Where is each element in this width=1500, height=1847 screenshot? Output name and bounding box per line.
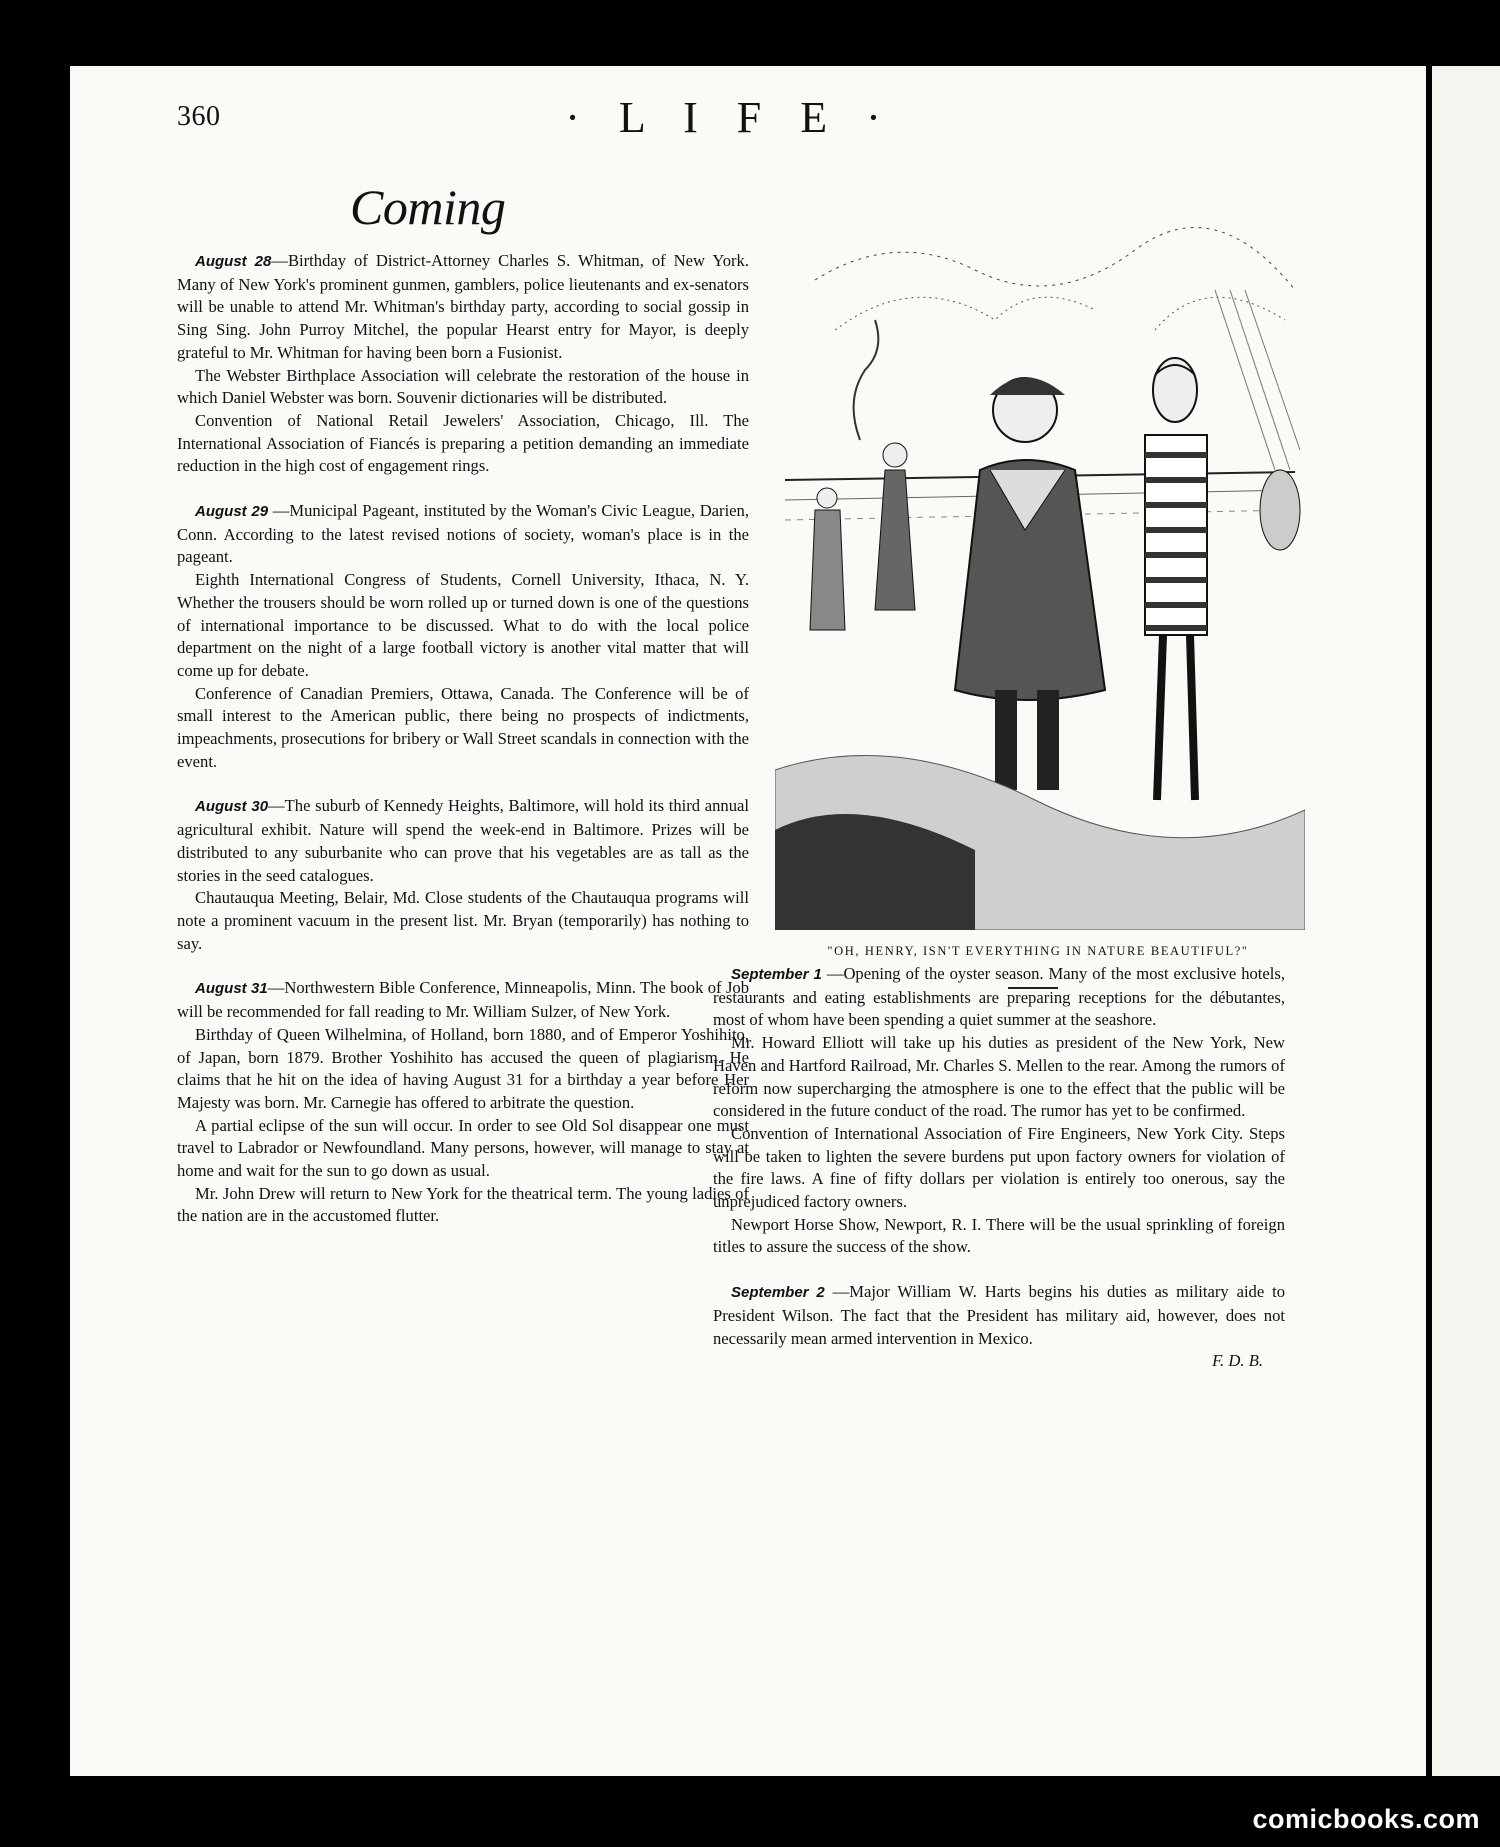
paragraph: A partial eclipse of the sun will occur. In order to see Old Sol disappear one must travel to Labrador or Newfoundland. Many persons, however, will manage to stay at home and wait for the sun to go down as usual. xyxy=(177,1115,749,1181)
paragraph: September 1 —Opening of the oyster season. Many of the most exclusive hotels, restaurants and eating establishments are preparing receptions for the débutantes, most of whom have been spending a quiet summer at the seashore. xyxy=(713,964,1285,1030)
paragraph: Eighth International Congress of Students, Cornell University, Ithaca, N. Y. Whether the trousers should be worn rolled up or turned down is one of the questions of international importance to be discussed. What to do with the local police department on the night of a large football victory is another vital matter that will come up for debate. xyxy=(177,570,749,680)
paragraph: Newport Horse Show, Newport, R. I. There will be the usual sprinkling of foreign titles to assure the success of the show. xyxy=(713,1214,1285,1257)
paragraph: Conference of Canadian Premiers, Ottawa, Canada. The Conference will be of small interest to the American public, there being no prospects of indictments, impeachments, prosecutions for bribery or Wall Street scandals in connection with the event. xyxy=(177,683,749,771)
illustration-caption: "OH, HENRY, ISN'T EVERYTHING IN NATURE BEAUTIFUL?" xyxy=(827,944,1249,958)
paragraph: August 28—Birthday of District-Attorney Charles S. Whitman, of New York. Many of New York's prominent gunmen, gamblers, police lieutenants and ex-senators will be unable to attend Mr. Whitman's birthday party, according to social gossip in Sing Sing. John Purroy Mitchel, the popular Hearst entry for Mayor, is deeply grateful to Mr. Whitman for having been born a Fusionist. xyxy=(177,251,749,362)
right-column xyxy=(713,963,1285,1373)
beach-cartoon-drawing xyxy=(775,210,1305,930)
paragraph: Birthday of Queen Wilhelmina, of Holland, born 1880, and of Emperor Yoshihito, of Japan, born 1879. Brother Yoshihito has accused the queen of plagiarism. He claims that he hit on the idea of having August 31 for a birthday a year before Her Majesty was born. Mr. Carnegie has offered to arbitrate the question. xyxy=(177,1024,749,1112)
paragraph: August 30—The suburb of Kennedy Heights, Baltimore, will hold its third annual agricultural exhibit. Nature will spend the week-end in Baltimore. Prizes will be distributed to any suburbanite who can prove that his vegetables are as tall as the stories in the seed catalogues. xyxy=(177,796,749,885)
paragraph: August 31—Northwestern Bible Conference, Minneapolis, Minn. The book of Job will be recommended for fall reading to Mr. William Sulzer, of New York. xyxy=(177,978,749,1022)
page-number: 360 xyxy=(177,101,221,132)
left-column xyxy=(177,250,749,1228)
article-title: Coming xyxy=(350,179,506,235)
paragraph: Mr. Howard Elliott will take up his duties as president of the New York, New Haven and Hartford Railroad, Mr. Charles S. Mellen to the rear. Among the rumors of reform now supercharging the atmosphere is one to the effect that the public will be considered in the future conduct of the road. The rumor has yet to be confirmed. xyxy=(713,1033,1285,1121)
watermark-logo: comicbooks.com xyxy=(1252,1804,1480,1834)
paragraph: The Webster Birthplace Association will celebrate the restoration of the house in which Daniel Webster was born. Souvenir dictionaries will be distributed. xyxy=(177,365,749,408)
paragraph: Chautauqua Meeting, Belair, Md. Close students of the Chautauqua programs will note a prominent vacuum in the present list. Mr. Bryan (temporarily) has nothing to say. xyxy=(177,888,749,953)
paragraph: September 2 —Major William W. Harts begins his duties as military aide to President Wilson. The fact that the President has military aid, however, does not necessarily mean armed intervention in Mexico. xyxy=(713,1282,1285,1348)
paragraph: Convention of International Association of Fire Engineers, New York City. Steps will be taken to lighten the severe burdens put upon factory owners for violation of the fire laws. A fine of fifty dollars per violation is entirely too onerous, say the unprejudiced factory owners. xyxy=(713,1123,1285,1212)
paragraph: Mr. John Drew will return to New York for the theatrical term. The young ladies of the nation are in the accustomed flutter. xyxy=(177,1183,749,1226)
cartoon-illustration xyxy=(775,210,1305,930)
paragraph: Convention of National Retail Jewelers' Association, Chicago, Ill. The International Association of Fiancés is preparing a petition demanding an immediate reduction in the high cost of engagement rings. xyxy=(177,410,749,476)
paragraph: August 29 —Municipal Pageant, instituted by the Woman's Civic League, Darien, Conn. According to the latest revised notions of society, woman's place is in the pageant. xyxy=(177,501,749,567)
next-page-edge xyxy=(1432,66,1500,1776)
masthead: · L I F E · xyxy=(565,93,895,142)
author-signature: F. D. B. xyxy=(1212,1351,1263,1371)
